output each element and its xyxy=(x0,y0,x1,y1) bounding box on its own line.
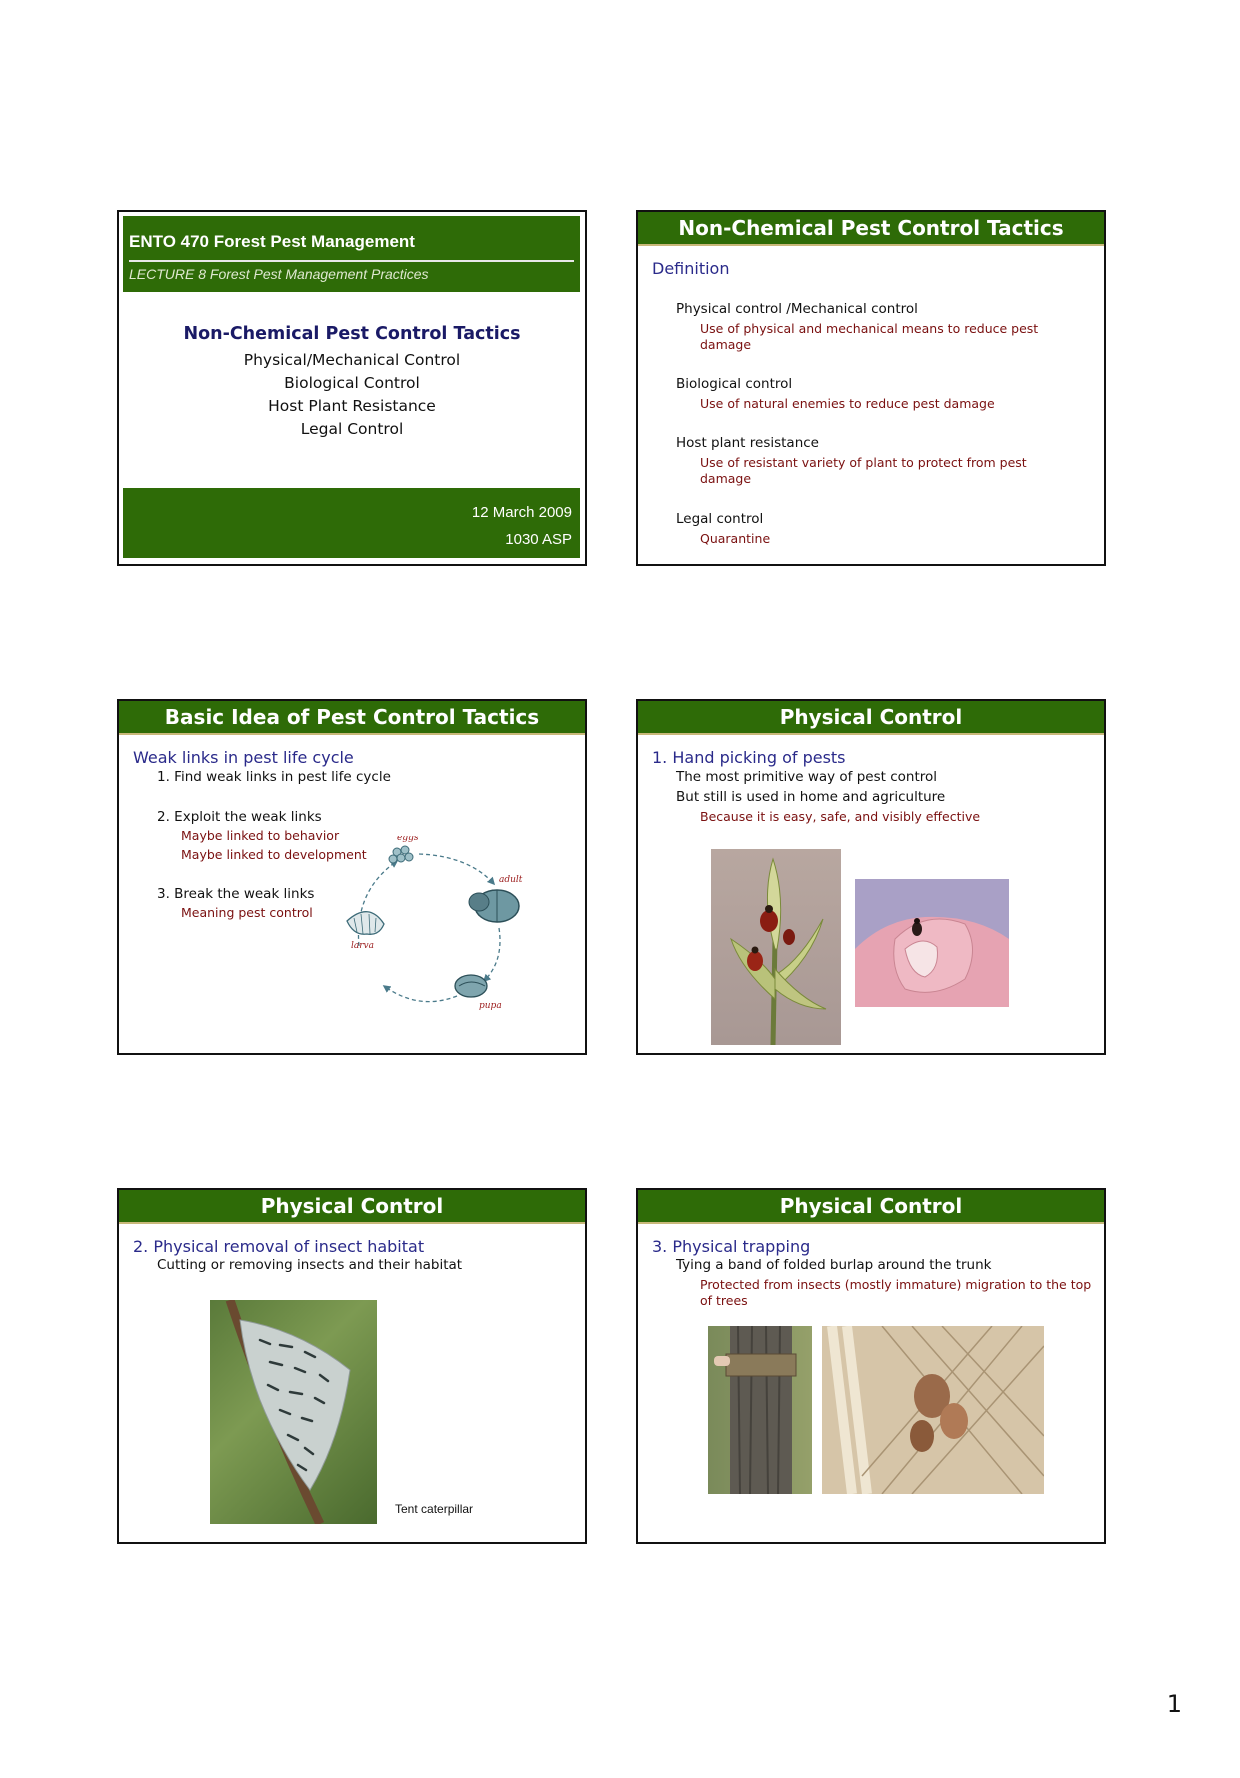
slide-title-bar: Physical Control xyxy=(119,1190,585,1224)
eggs-icon xyxy=(389,846,413,863)
sub-point: Maybe linked to behavior xyxy=(181,828,340,843)
course-title: ENTO 470 Forest Pest Management xyxy=(129,232,415,251)
slide-basic-idea xyxy=(117,699,587,1055)
label-larva: larva xyxy=(351,941,374,951)
title-footer xyxy=(123,488,580,558)
point: 2. Exploit the weak links xyxy=(157,809,322,825)
def-desc: Use of natural enemies to reduce pest damage xyxy=(700,396,995,411)
sub-point: Maybe linked to development xyxy=(181,847,367,862)
slide-hand-picking xyxy=(636,699,1106,1055)
slide-heading: 3. Physical trapping xyxy=(652,1237,811,1256)
label-pupa: pupa xyxy=(479,1001,502,1011)
title-header xyxy=(123,216,580,292)
topic-item: Biological Control xyxy=(284,374,420,392)
slide-title-bar: Non-Chemical Pest Control Tactics xyxy=(638,212,1104,246)
topic-item: Physical/Mechanical Control xyxy=(243,351,461,369)
line: But still is used in home and agriculture xyxy=(676,789,946,805)
def-desc: Use of physical and mechanical means to reduce pest damage xyxy=(700,321,1039,352)
def-term: Legal control xyxy=(676,511,764,527)
point: 3. Break the weak links xyxy=(157,886,315,902)
label-eggs: eggs xyxy=(397,836,419,843)
photo-burlap-closeup xyxy=(822,1326,1044,1494)
slide-heading: Weak links in pest life cycle xyxy=(133,748,354,767)
label-adult: adult xyxy=(499,875,523,885)
page-number: 1 xyxy=(1166,1690,1182,1718)
slide-title xyxy=(117,210,587,566)
def-term: Physical control /Mechanical control xyxy=(676,301,918,317)
sub-line: Because it is easy, safe, and visibly effective xyxy=(700,809,981,824)
larva-icon xyxy=(347,912,384,935)
slide-heading: 2. Physical removal of insect habitat xyxy=(133,1237,425,1256)
sub-point: Meaning pest control xyxy=(181,905,313,920)
def-term: Biological control xyxy=(676,376,793,392)
line: The most primitive way of pest control xyxy=(676,769,938,785)
def-desc: Quarantine xyxy=(700,531,771,546)
slide-heading: Definition xyxy=(652,259,730,278)
photo-beetles-on-plant xyxy=(711,849,841,1045)
slide-title-bar: Physical Control xyxy=(638,701,1104,735)
def-desc: Use of resistant variety of plant to protect from pest damage xyxy=(700,455,1027,486)
lecture-subtitle: LECTURE 8 Forest Pest Management Practices xyxy=(129,266,429,282)
topic-item: Legal Control xyxy=(300,420,404,438)
photo-burlap-band-tree xyxy=(708,1326,812,1494)
slide-heading: 1. Hand picking of pests xyxy=(652,748,846,767)
photo-beetle-on-finger xyxy=(855,879,1009,1007)
photo-tent-caterpillar xyxy=(210,1300,377,1524)
sub-line: Protected from insects (mostly immature) migration to the top of trees xyxy=(700,1277,1092,1308)
adult-beetle-icon xyxy=(469,890,519,922)
def-term: Host plant resistance xyxy=(676,435,819,451)
life-cycle-diagram xyxy=(339,836,539,1016)
point: 1. Find weak links in pest life cycle xyxy=(157,769,391,785)
slide-habitat-removal xyxy=(117,1188,587,1544)
divider xyxy=(129,260,574,262)
topic-title: Non-Chemical Pest Control Tactics xyxy=(183,324,521,344)
line: Tying a band of folded burlap around the trunk xyxy=(676,1257,992,1273)
lecture-date: 12 March 2009 xyxy=(471,504,572,521)
slide-title-bar: Basic Idea of Pest Control Tactics xyxy=(119,701,585,735)
photo-caption: Tent caterpillar xyxy=(395,1502,474,1516)
line: Cutting or removing insects and their habitat xyxy=(157,1257,463,1273)
pupa-icon xyxy=(455,975,487,997)
slide-definition xyxy=(636,210,1106,566)
slide-trapping xyxy=(636,1188,1106,1544)
topic-item: Host Plant Resistance xyxy=(268,397,436,415)
lecture-room: 1030 ASP xyxy=(505,531,572,548)
slide-title-bar: Physical Control xyxy=(638,1190,1104,1224)
